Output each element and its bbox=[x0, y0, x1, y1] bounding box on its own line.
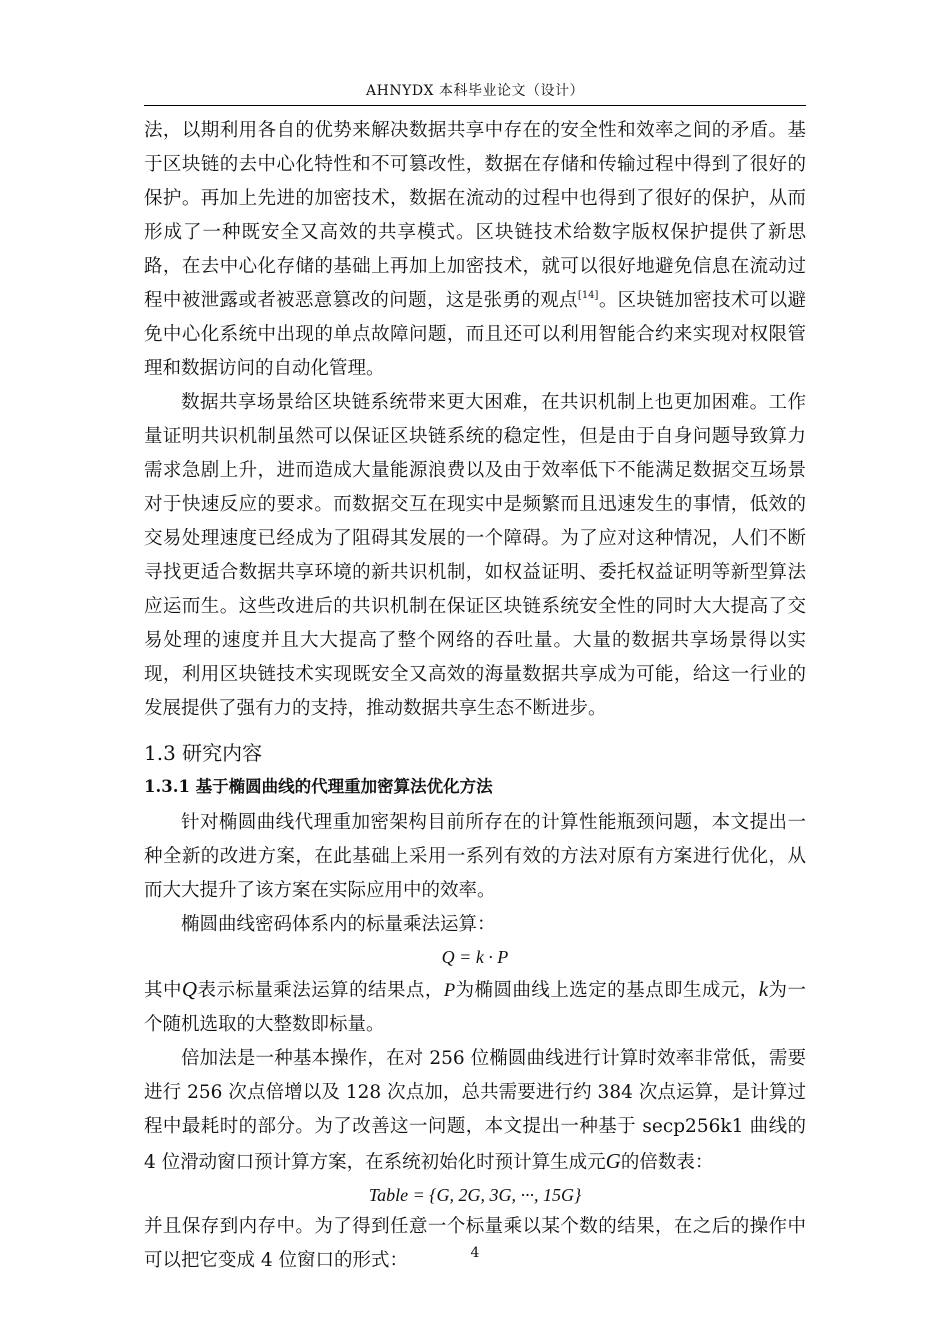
symbol-g: G bbox=[605, 1149, 621, 1173]
paragraph-symbols bbox=[144, 972, 806, 1042]
document-body bbox=[144, 114, 806, 1278]
symbol-q: Q bbox=[181, 977, 198, 1001]
formula-table: Table = {G, 2G, 3G, ···, 15G} bbox=[368, 1185, 582, 1205]
header-rule bbox=[144, 105, 806, 106]
formula-scalar-mult: Q = k · P bbox=[441, 947, 509, 967]
paragraph-blockchain-protection bbox=[144, 114, 806, 386]
text-segment: 为一个随机选取的大整数即标量。 bbox=[144, 980, 806, 1035]
paragraph-optimization: 针对椭圆曲线代理重加密架构目前所存在的计算性能瓶颈问题，本文提出一种全新的改进方案，在此基础上采用一系列有效的方法对原有方案进行优化，从而大大提升了该方案在实际应用中的效率。 bbox=[144, 812, 806, 901]
paragraph-text-tail: 的倍数表： bbox=[620, 1152, 714, 1173]
text-segment: 为椭圆曲线上选定的基点即生成元， bbox=[455, 980, 759, 1001]
paragraph-consensus: 数据共享场景给区块链系统带来更大困难，在共识机制上也更加困难。工作量证明共识机制虽然可以保证区块链系统的稳定性，但是由于自身问题导致算力需求急剧上升，进而造成大量能源浪费以及由于效率低下不能满足数据交互场景对于快速反应的要求。而数据交互在现实中是频繁而且迅速发生的事情，低效的交易处理速度已经成为了阻碍其发展的一个障碍。为了应对这种情况，人们不断寻找更适合数据共享环境的新共识机制，如权益证明、委托权益证明等新型算法应运而生。这些改进后的共识机制在保证区块链系统安全性的同时大大提高了交易处理的速度并且大大提高了整个网络的吞吐量。大量的数据共享场景得以实现，利用区块链技术实现既安全又高效的海量数据共享成为可能，给这一行业的发展提供了强有力的支持，推动数据共享生态不断进步。 bbox=[144, 392, 806, 719]
subsection-heading: 1.3.1 基于椭圆曲线的代理重加密算法优化方法 bbox=[144, 777, 493, 796]
paragraph-text: 法，以期利用各自的优势来解决数据共享中存在的安全性和效率之间的矛盾。基于区块链的去中心化特性和不可篡改性，数据在存储和传输过程中得到了很好的保护。再加上先进的加密技术，数据在流动的过程中也得到了很好的保护，从而形成了一种既安全又高效的共享模式。区块链技术给数字版权保护提供了新思路，在去中心化存储的基础上再加上加密技术，就可以很好地避免信息在流动过程中被泄露或者被恶意篡改的问题，这是张勇的观点 bbox=[144, 120, 806, 311]
citation-marker: [14] bbox=[577, 290, 599, 301]
running-header: AHNYDX 本科毕业论文（设计） bbox=[366, 83, 584, 99]
text-segment: 其中 bbox=[144, 980, 182, 1001]
page-number: 4 bbox=[470, 1245, 480, 1261]
text-segment: 表示标量乘法运算的结果点， bbox=[197, 980, 444, 1001]
symbol-k: k bbox=[758, 977, 769, 1001]
section-heading: 1.3 研究内容 bbox=[144, 741, 263, 765]
paragraph-scalar-intro: 椭圆曲线密码体系内的标量乘法运算： bbox=[181, 914, 496, 935]
paragraph-text: 倍加法是一种基本操作，在对 256 位椭圆曲线进行计算时效率非常低，需要进行 256 次点倍增以及 128 次点加，总共需要进行约 384 次点运算，是计算过程中最耗时的部分。为了改善这一问题，本文提出一种基于 secp256k1 曲线的 4 位滑动窗口预计算方案，在系统初始化时预计算生成元 bbox=[144, 1048, 806, 1173]
symbol-p: P bbox=[443, 981, 456, 1001]
paragraph-text-tail: 。区块链加密技术可以避免中心化系统中出现的单点故障问题，而且还可以利用智能合约来实现对权限管理和数据访问的自动化管理。 bbox=[144, 290, 806, 379]
paragraph-sliding-window bbox=[144, 1042, 806, 1180]
paragraph-memory: 并且保存到内存中。为了得到任意一个标量乘以某个数的结果，在之后的操作中可以把它变成 4 位窗口的形式： bbox=[144, 1216, 806, 1271]
